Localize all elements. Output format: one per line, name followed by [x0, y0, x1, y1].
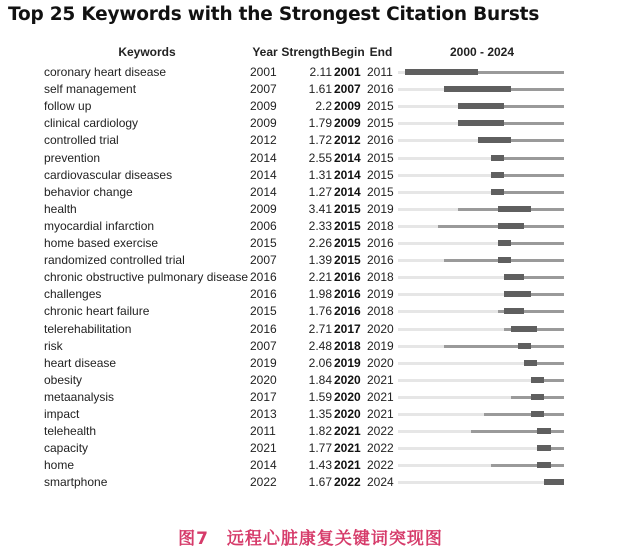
keyword-cell: clinical cardiology	[44, 116, 139, 131]
burst-timeline	[398, 252, 564, 269]
begin-cell: 2019	[334, 355, 361, 370]
begin-cell: 2014	[334, 150, 361, 165]
table-row	[0, 423, 621, 440]
keyword-cell: capacity	[44, 441, 89, 456]
strength-cell: 2.2	[315, 99, 332, 114]
chart-title: Top 25 Keywords with the Strongest Citation Bursts	[8, 4, 540, 25]
end-cell: 2018	[367, 218, 394, 233]
burst-bar	[537, 428, 550, 434]
timeline-present-segment	[511, 259, 564, 262]
year-cell: 2015	[250, 236, 277, 250]
timeline-absent-segment	[398, 208, 458, 211]
year-cell: 2014	[250, 150, 277, 165]
burst-timeline	[398, 423, 564, 440]
end-cell: 2015	[367, 167, 394, 182]
end-cell: 2015	[367, 150, 394, 165]
timeline-present-segment	[444, 345, 517, 348]
begin-cell: 2015	[334, 218, 361, 233]
begin-cell: 2012	[334, 133, 361, 148]
keyword-cell: metaanalysis	[44, 389, 115, 404]
table-row	[0, 457, 621, 474]
begin-cell: 2020	[334, 389, 361, 404]
timeline-present-segment	[491, 464, 537, 467]
burst-timeline	[398, 372, 564, 389]
keyword-cell: health	[44, 201, 77, 216]
timeline-absent-segment	[398, 157, 491, 160]
column-header-strength: Strength	[281, 45, 331, 59]
burst-timeline	[398, 474, 564, 491]
year-cell: 2016	[250, 270, 277, 285]
keyword-cell: telehealth	[44, 424, 97, 439]
strength-cell: 1.77	[308, 441, 332, 456]
burst-timeline	[398, 355, 564, 372]
table-row	[0, 201, 621, 218]
keyword-cell: chronic obstructive pulmonary disease	[44, 270, 249, 285]
timeline-present-segment	[524, 225, 564, 228]
burst-bar	[491, 172, 504, 178]
keyword-cell: home based exercise	[44, 236, 159, 250]
burst-bar	[531, 411, 544, 417]
keyword-cell: telerehabilitation	[44, 321, 132, 336]
burst-bar	[458, 120, 504, 126]
timeline-present-segment	[458, 208, 498, 211]
timeline-present-segment	[498, 310, 505, 313]
timeline-absent-segment	[398, 88, 444, 91]
keyword-cell: obesity	[44, 372, 83, 387]
year-cell: 2009	[250, 99, 277, 114]
year-cell: 2020	[250, 372, 277, 387]
year-cell: 2017	[250, 389, 277, 404]
end-cell: 2021	[367, 372, 394, 387]
column-header-begin: Begin	[331, 45, 365, 59]
strength-cell: 1.79	[308, 116, 332, 131]
burst-timeline	[398, 98, 564, 115]
burst-bar	[531, 394, 544, 400]
begin-cell: 2020	[334, 372, 361, 387]
timeline-absent-segment	[398, 345, 444, 348]
timeline-present-segment	[444, 259, 497, 262]
year-cell: 2021	[250, 441, 277, 456]
burst-bar	[478, 137, 511, 143]
burst-timeline	[398, 150, 564, 167]
burst-timeline	[398, 115, 564, 132]
keyword-cell: follow up	[44, 99, 92, 114]
keyword-cell: coronary heart disease	[44, 65, 167, 79]
timeline-absent-segment	[398, 293, 504, 296]
year-cell: 2007	[250, 338, 277, 353]
timeline-absent-segment	[398, 447, 537, 450]
burst-timeline	[398, 167, 564, 184]
end-cell: 2024	[367, 475, 394, 490]
burst-bar	[524, 360, 537, 366]
timeline-present-segment	[484, 413, 530, 416]
burst-bar	[544, 479, 564, 485]
end-cell: 2016	[367, 253, 394, 268]
burst-timeline	[398, 64, 564, 81]
timeline-absent-segment	[398, 430, 471, 433]
strength-cell: 1.59	[308, 389, 332, 404]
burst-bar	[498, 257, 511, 263]
burst-bar	[498, 240, 511, 246]
end-cell: 2022	[367, 424, 394, 439]
end-cell: 2015	[367, 184, 394, 199]
year-cell: 2006	[250, 218, 277, 233]
year-cell: 2001	[250, 65, 277, 79]
burst-bar	[511, 326, 538, 332]
table-row	[0, 252, 621, 269]
year-cell: 2007	[250, 253, 277, 268]
year-cell: 2014	[250, 458, 277, 473]
year-cell: 2014	[250, 184, 277, 199]
timeline-present-segment	[511, 88, 564, 91]
end-cell: 2020	[367, 321, 394, 336]
table-row	[0, 98, 621, 115]
burst-bar	[518, 343, 531, 349]
table-row	[0, 167, 621, 184]
burst-timeline	[398, 440, 564, 457]
begin-cell: 2022	[334, 475, 361, 490]
year-cell: 2009	[250, 116, 277, 131]
strength-cell: 1.76	[308, 304, 332, 319]
strength-cell: 2.11	[309, 65, 332, 79]
begin-cell: 2015	[334, 201, 361, 216]
timeline-present-segment	[531, 208, 564, 211]
end-cell: 2015	[367, 99, 394, 114]
begin-cell: 2014	[334, 167, 361, 182]
strength-cell: 2.55	[308, 150, 332, 165]
table-row	[0, 286, 621, 303]
table-row	[0, 474, 621, 491]
strength-cell: 1.27	[308, 184, 332, 199]
burst-timeline	[398, 406, 564, 423]
timeline-present-segment	[471, 430, 537, 433]
table-row	[0, 338, 621, 355]
keyword-cell: myocardial infarction	[44, 218, 155, 233]
keyword-cell: home	[44, 458, 75, 473]
strength-cell: 1.31	[308, 167, 332, 182]
begin-cell: 2018	[334, 338, 361, 353]
timeline-present-segment	[551, 430, 564, 433]
keyword-cell: self management	[44, 82, 137, 97]
table-row	[0, 303, 621, 320]
strength-cell: 2.48	[308, 338, 332, 353]
burst-bar	[491, 155, 504, 161]
keyword-cell: smartphone	[44, 475, 108, 490]
timeline-present-segment	[544, 379, 564, 382]
end-cell: 2021	[367, 389, 394, 404]
begin-cell: 2020	[334, 407, 361, 421]
keyword-cell: randomized controlled trial	[44, 253, 185, 268]
timeline-absent-segment	[398, 413, 484, 416]
begin-cell: 2007	[334, 82, 361, 97]
strength-cell: 1.72	[308, 133, 332, 148]
timeline-absent-segment	[398, 362, 524, 365]
end-cell: 2020	[367, 355, 394, 370]
burst-timeline	[398, 218, 564, 235]
begin-cell: 2015	[334, 253, 361, 268]
begin-cell: 2021	[334, 441, 361, 456]
keyword-cell: controlled trial	[44, 133, 119, 148]
burst-bar	[504, 274, 524, 280]
burst-bar	[498, 223, 525, 229]
burst-timeline	[398, 321, 564, 338]
timeline-present-segment	[504, 105, 564, 108]
strength-cell: 2.71	[308, 321, 332, 336]
table-row	[0, 321, 621, 338]
strength-cell: 1.61	[308, 82, 332, 97]
table-row	[0, 372, 621, 389]
timeline-absent-segment	[398, 191, 491, 194]
timeline-present-segment	[504, 328, 511, 331]
timeline-absent-segment	[398, 225, 438, 228]
begin-cell: 2016	[334, 270, 361, 285]
strength-cell: 1.98	[308, 287, 332, 302]
end-cell: 2019	[367, 201, 394, 216]
strength-cell: 3.41	[308, 201, 332, 216]
timeline-absent-segment	[398, 276, 504, 279]
end-cell: 2022	[367, 441, 394, 456]
timeline-absent-segment	[398, 396, 511, 399]
end-cell: 2018	[367, 270, 394, 285]
timeline-absent-segment	[398, 310, 498, 313]
table-row	[0, 440, 621, 457]
table-row	[0, 150, 621, 167]
column-header-keywords: Keywords	[118, 45, 176, 59]
strength-cell: 1.39	[308, 253, 332, 268]
year-cell: 2016	[250, 287, 277, 302]
table-row	[0, 81, 621, 98]
burst-timeline	[398, 201, 564, 218]
timeline-present-segment	[537, 328, 564, 331]
keyword-cell: impact	[44, 407, 80, 421]
table-row	[0, 64, 621, 81]
timeline-present-segment	[524, 310, 564, 313]
burst-bar	[444, 86, 510, 92]
strength-cell: 1.82	[308, 424, 332, 439]
burst-timeline	[398, 303, 564, 320]
year-cell: 2012	[250, 133, 277, 148]
keyword-cell: chronic heart failure	[44, 304, 150, 319]
keyword-cell: prevention	[44, 150, 101, 165]
end-cell: 2018	[367, 304, 394, 319]
table-row	[0, 235, 621, 252]
keyword-cell: heart disease	[44, 355, 117, 370]
timeline-present-segment	[478, 71, 564, 74]
keyword-cell: cardiovascular diseases	[44, 167, 173, 182]
column-header-timeline-range: 2000 - 2024	[449, 45, 515, 59]
timeline-present-segment	[511, 242, 564, 245]
keyword-cell: challenges	[44, 287, 102, 302]
begin-cell: 2009	[334, 116, 361, 131]
end-cell: 2019	[367, 338, 394, 353]
timeline-absent-segment	[398, 242, 498, 245]
end-cell: 2016	[367, 82, 394, 97]
end-cell: 2016	[367, 236, 394, 250]
table-row	[0, 115, 621, 132]
strength-cell: 1.43	[308, 458, 332, 473]
burst-bar	[531, 377, 544, 383]
begin-cell: 2017	[334, 321, 361, 336]
burst-timeline	[398, 457, 564, 474]
burst-bar	[504, 291, 531, 297]
begin-cell: 2001	[334, 65, 361, 79]
timeline-present-segment	[531, 345, 564, 348]
timeline-absent-segment	[398, 139, 478, 142]
timeline-absent-segment	[398, 71, 405, 74]
table-row	[0, 218, 621, 235]
burst-bar	[491, 189, 504, 195]
timeline-absent-segment	[398, 174, 491, 177]
begin-cell: 2021	[334, 424, 361, 439]
table-row	[0, 269, 621, 286]
table-row	[0, 389, 621, 406]
timeline-absent-segment	[398, 105, 458, 108]
begin-cell: 2016	[334, 287, 361, 302]
year-cell: 2016	[250, 321, 277, 336]
burst-bar	[458, 103, 504, 109]
strength-cell: 2.21	[308, 270, 332, 285]
timeline-absent-segment	[398, 379, 531, 382]
timeline-present-segment	[511, 139, 564, 142]
burst-timeline	[398, 235, 564, 252]
keyword-cell: risk	[44, 338, 63, 353]
table-row	[0, 406, 621, 423]
end-cell: 2015	[367, 116, 394, 131]
figure-caption: 图7 远程心脏康复关键词突现图	[178, 529, 443, 549]
timeline-present-segment	[551, 447, 564, 450]
year-cell: 2019	[250, 355, 277, 370]
begin-cell: 2009	[334, 99, 361, 114]
timeline-present-segment	[531, 293, 564, 296]
strength-cell: 2.33	[308, 218, 332, 233]
burst-timeline	[398, 132, 564, 149]
year-cell: 2022	[250, 475, 277, 490]
strength-cell: 1.67	[308, 475, 332, 490]
begin-cell: 2015	[334, 236, 361, 250]
burst-bar	[405, 69, 478, 75]
column-header-end: End	[369, 45, 393, 59]
begin-cell: 2016	[334, 304, 361, 319]
timeline-present-segment	[524, 276, 564, 279]
burst-timeline	[398, 81, 564, 98]
burst-bar	[537, 445, 550, 451]
burst-bar	[498, 206, 531, 212]
timeline-present-segment	[504, 174, 564, 177]
year-cell: 2015	[250, 304, 277, 319]
end-cell: 2019	[367, 287, 394, 302]
year-cell: 2009	[250, 201, 277, 216]
year-cell: 2007	[250, 82, 277, 97]
end-cell: 2016	[367, 133, 394, 148]
burst-bar	[537, 462, 550, 468]
begin-cell: 2014	[334, 184, 361, 199]
burst-timeline	[398, 184, 564, 201]
burst-timeline	[398, 338, 564, 355]
timeline-absent-segment	[398, 464, 491, 467]
timeline-absent-segment	[398, 122, 458, 125]
keyword-cell: behavior change	[44, 184, 133, 199]
timeline-present-segment	[504, 191, 564, 194]
timeline-present-segment	[504, 122, 564, 125]
strength-cell: 1.84	[308, 372, 332, 387]
table-row	[0, 355, 621, 372]
begin-cell: 2021	[334, 458, 361, 473]
timeline-present-segment	[544, 413, 564, 416]
burst-timeline	[398, 389, 564, 406]
burst-timeline	[398, 269, 564, 286]
end-cell: 2011	[367, 65, 393, 79]
year-cell: 2013	[250, 407, 277, 421]
timeline-absent-segment	[398, 259, 444, 262]
timeline-present-segment	[511, 396, 531, 399]
timeline-absent-segment	[398, 481, 544, 484]
end-cell: 2021	[367, 407, 394, 421]
strength-cell: 2.26	[308, 236, 332, 250]
timeline-absent-segment	[398, 328, 504, 331]
year-cell: 2014	[250, 167, 277, 182]
timeline-present-segment	[544, 396, 564, 399]
burst-bar	[504, 308, 524, 314]
column-header-year: Year	[252, 45, 278, 59]
year-cell: 2011	[250, 424, 276, 439]
timeline-present-segment	[438, 225, 498, 228]
end-cell: 2022	[367, 458, 394, 473]
table-row	[0, 132, 621, 149]
timeline-present-segment	[537, 362, 564, 365]
strength-cell: 1.35	[308, 407, 332, 421]
burst-timeline	[398, 286, 564, 303]
timeline-present-segment	[504, 157, 564, 160]
strength-cell: 2.06	[308, 355, 332, 370]
timeline-present-segment	[551, 464, 564, 467]
table-row	[0, 184, 621, 201]
